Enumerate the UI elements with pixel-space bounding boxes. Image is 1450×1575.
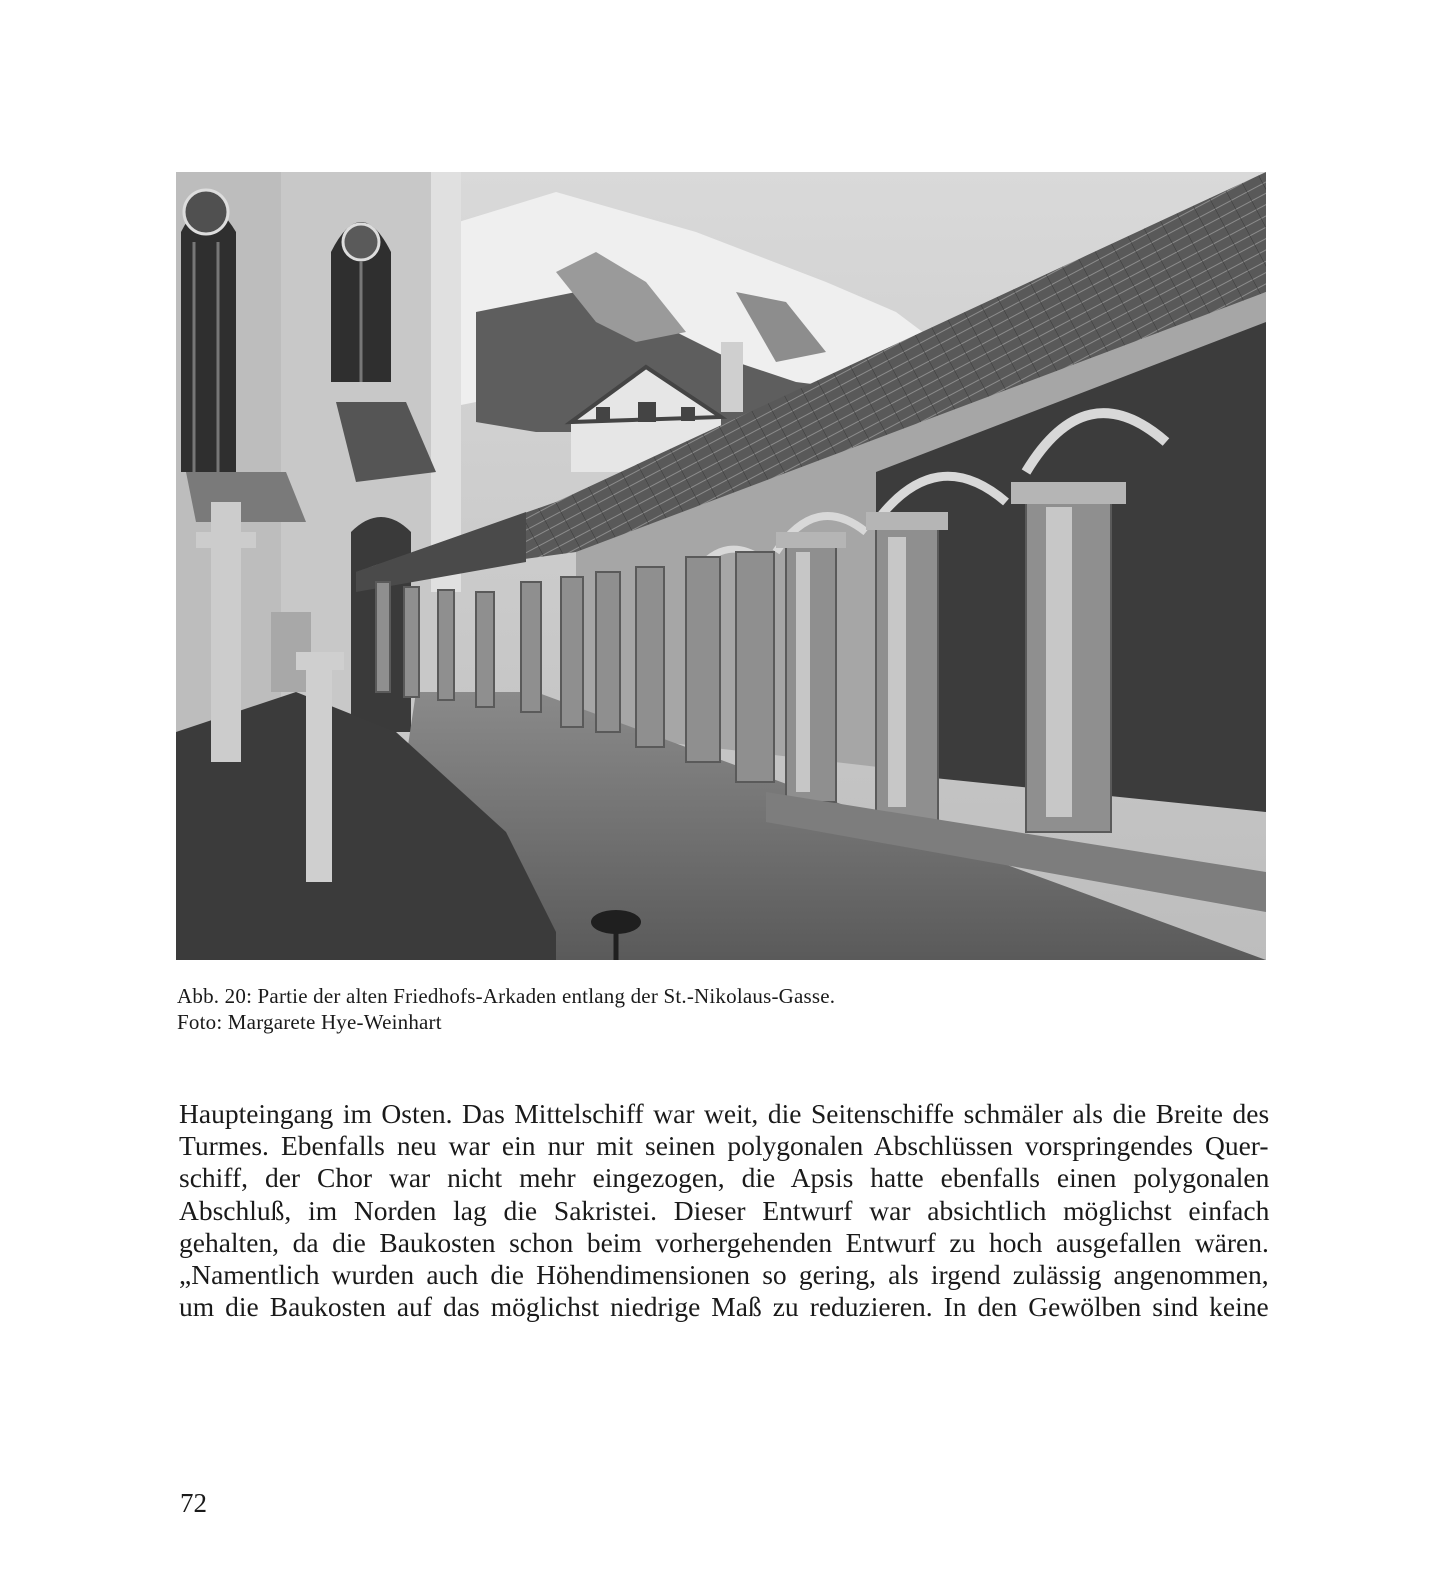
caption-credit: Foto: Margarete Hye-Weinhart [177, 1010, 442, 1034]
figure-caption [177, 983, 1177, 1035]
body-line: gehalten, da die Baukosten schon beim vorhergehenden Entwurf zu hoch ausgefallen wären. [179, 1226, 1269, 1258]
body-paragraph [179, 1098, 1269, 1323]
body-line: Abschluß, im Norden lag die Sakristei. Dieser Entwurf war absichtlich möglichst einfach [179, 1194, 1270, 1226]
caption-title: Abb. 20: Partie der alten Friedhofs-Arkaden entlang der St.-Nikolaus-Gasse. [177, 984, 836, 1008]
page-number: 72 [180, 1488, 207, 1518]
body-line: schiff, der Chor war nicht mehr eingezogen, die Apsis hatte ebenfalls einen polygonalen [179, 1162, 1270, 1194]
arcade-photograph [176, 172, 1266, 960]
body-line: Turmes. Ebenfalls neu war ein nur mit seinen polygonalen Abschlüssen vorspringendes Quer- [179, 1130, 1269, 1162]
body-line: „Namentlich wurden auch die Höhendimensionen so gering, als irgend zulässig angenommen, [179, 1258, 1269, 1290]
cemetery-arcade-image [176, 172, 1266, 960]
body-line: um die Baukosten auf das möglichst niedrige Maß zu reduzieren. In den Gewölben sind keine [179, 1291, 1269, 1323]
body-line: Haupteingang im Osten. Das Mittelschiff war weit, die Seitenschiffe schmäler als die Breite des [179, 1098, 1270, 1129]
